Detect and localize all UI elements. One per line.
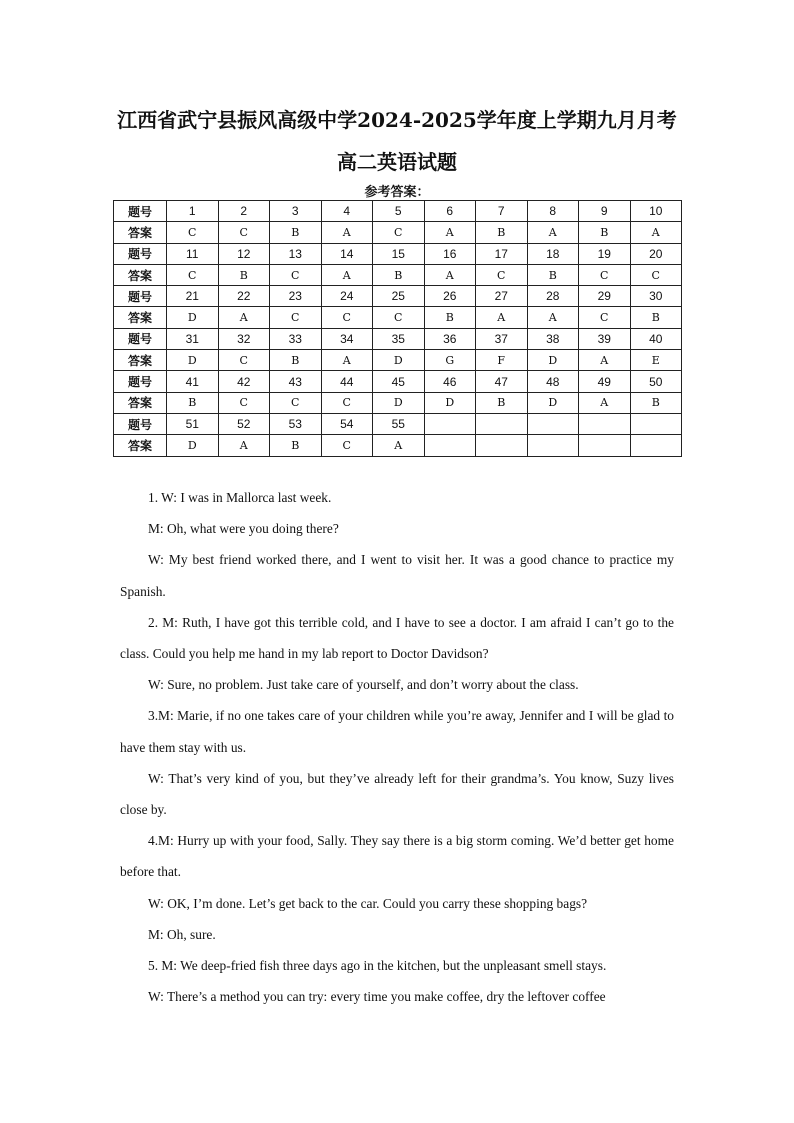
question-number-cell: 35: [373, 328, 425, 349]
answer-cell: A: [218, 307, 270, 328]
question-number-cell: 25: [373, 286, 425, 307]
answer-cell: C: [373, 222, 425, 243]
question-number-cell: 3: [270, 201, 322, 222]
answer-cell: A: [579, 350, 631, 371]
question-number-cell: 51: [167, 413, 219, 434]
question-number-cell: 52: [218, 413, 270, 434]
row-label-answer: 答案: [114, 435, 167, 456]
answer-cell: C: [321, 435, 373, 456]
question-number-cell: 21: [167, 286, 219, 307]
answer-cell: A: [527, 307, 579, 328]
answer-cell: D: [373, 392, 425, 413]
question-number-cell: 49: [579, 371, 631, 392]
answer-cell: B: [270, 222, 322, 243]
transcript-line: 4.M: Hurry up with your food, Sally. They say there is a big storm coming. We’d better get home before that.: [120, 833, 674, 880]
transcript-line: W: OK, I’m done. Let’s get back to the car. Could you carry these shopping bags?: [148, 895, 588, 911]
answer-cell: C: [218, 222, 270, 243]
answer-cell: A: [321, 350, 373, 371]
answer-cell: C: [167, 264, 219, 285]
transcript-line: 2. M: Ruth, I have got this terrible cold, and I have to see a doctor. I am afraid I can’t go to the class. Could you help me hand in my lab report to Doctor Davidson?: [120, 614, 674, 662]
transcript-line: W: That’s very kind of you, but they’ve already left for their grandma’s. You know, Suzy lives close by.: [120, 770, 674, 818]
question-number-cell: 22: [218, 286, 270, 307]
question-number-cell: 4: [321, 201, 373, 222]
answer-cell: A: [579, 392, 631, 413]
question-number-cell: 50: [630, 371, 682, 392]
answer-cell: F: [476, 350, 528, 371]
answer-cell: C: [270, 392, 322, 413]
question-number-cell: 33: [270, 328, 322, 349]
question-number-cell: [630, 413, 682, 434]
row-label-answer: 答案: [114, 264, 167, 285]
question-number-cell: 14: [321, 243, 373, 264]
transcript-line: 5. M: We deep-fried fish three days ago in the kitchen, but the unpleasant smell stays.: [148, 958, 607, 974]
question-number-cell: 37: [476, 328, 528, 349]
question-number-cell: [527, 413, 579, 434]
answer-cell: B: [373, 264, 425, 285]
row-label-answer: 答案: [114, 307, 167, 328]
question-number-cell: 47: [476, 371, 528, 392]
page-subtitle: 高二英语试题: [337, 150, 457, 174]
answer-cell: B: [527, 264, 579, 285]
question-number-cell: 41: [167, 371, 219, 392]
question-number-cell: 54: [321, 413, 373, 434]
question-number-cell: 34: [321, 328, 373, 349]
listening-transcript: [120, 482, 674, 1012]
answer-cell: A: [630, 222, 682, 243]
row-label-number: 题号: [114, 371, 167, 392]
answer-row: [114, 307, 682, 328]
answer-cell: C: [218, 392, 270, 413]
answer-cell: A: [424, 264, 476, 285]
answer-cell: B: [270, 435, 322, 456]
answer-row: [114, 435, 682, 456]
answer-cell: B: [167, 392, 219, 413]
row-label-number: 题号: [114, 286, 167, 307]
question-number-cell: 44: [321, 371, 373, 392]
question-number-cell: 26: [424, 286, 476, 307]
answer-cell: A: [373, 435, 425, 456]
transcript-line: W: There’s a method you can try: every time you make coffee, dry the leftover coffee: [148, 989, 606, 1005]
answer-cell: [579, 435, 631, 456]
question-number-cell: 11: [167, 243, 219, 264]
answer-cell: B: [476, 222, 528, 243]
question-number-cell: 30: [630, 286, 682, 307]
question-number-cell: 19: [579, 243, 631, 264]
question-number-cell: 43: [270, 371, 322, 392]
row-label-number: 题号: [114, 413, 167, 434]
answer-cell: C: [579, 264, 631, 285]
question-number-cell: 46: [424, 371, 476, 392]
answer-cell: C: [167, 222, 219, 243]
answer-row: [114, 222, 682, 243]
answer-cell: A: [321, 222, 373, 243]
answer-cell: D: [167, 307, 219, 328]
question-number-cell: 29: [579, 286, 631, 307]
question-number-cell: 17: [476, 243, 528, 264]
answer-cell: E: [630, 350, 682, 371]
transcript-line: M: Oh, what were you doing there?: [148, 521, 339, 537]
answer-row: [114, 350, 682, 371]
answer-cell: C: [218, 350, 270, 371]
question-number-cell: 39: [579, 328, 631, 349]
answer-cell: B: [630, 307, 682, 328]
answer-cell: C: [476, 264, 528, 285]
answer-cell: C: [270, 307, 322, 328]
question-number-row: [114, 328, 682, 349]
question-number-cell: 53: [270, 413, 322, 434]
answer-cell: D: [527, 350, 579, 371]
transcript-line: W: Sure, no problem. Just take care of yourself, and don’t worry about the class.: [148, 677, 579, 693]
question-number-cell: 23: [270, 286, 322, 307]
question-number-cell: 10: [630, 201, 682, 222]
transcript-line: 3.M: Marie, if no one takes care of your children while you’re away, Jennifer and I will be glad to have them stay with us.: [120, 708, 674, 755]
transcript-line: W: My best friend worked there, and I went to visit her. It was a good chance to practice my Spanish.: [120, 552, 674, 599]
page-title: 江西省武宁县振风高级中学2024-2025学年度上学期九月月考: [117, 108, 677, 132]
answer-cell: D: [527, 392, 579, 413]
answer-cell: C: [321, 307, 373, 328]
question-number-cell: [579, 413, 631, 434]
question-number-cell: 16: [424, 243, 476, 264]
question-number-cell: 18: [527, 243, 579, 264]
question-number-row: [114, 243, 682, 264]
answer-cell: D: [373, 350, 425, 371]
answer-cell: B: [218, 264, 270, 285]
answer-cell: A: [527, 222, 579, 243]
question-number-cell: 7: [476, 201, 528, 222]
question-number-cell: 45: [373, 371, 425, 392]
answer-cell: D: [424, 392, 476, 413]
answer-cell: C: [630, 264, 682, 285]
question-number-cell: 42: [218, 371, 270, 392]
row-label-answer: 答案: [114, 392, 167, 413]
question-number-cell: 48: [527, 371, 579, 392]
question-number-cell: 55: [373, 413, 425, 434]
question-number-cell: 40: [630, 328, 682, 349]
question-number-cell: 36: [424, 328, 476, 349]
question-number-cell: [424, 413, 476, 434]
question-number-row: [114, 371, 682, 392]
answer-row: [114, 392, 682, 413]
row-label-answer: 答案: [114, 222, 167, 243]
question-number-row: [114, 413, 682, 434]
question-number-cell: 32: [218, 328, 270, 349]
row-label-number: 题号: [114, 201, 167, 222]
transcript-line: M: Oh, sure.: [148, 926, 216, 942]
row-label-number: 题号: [114, 328, 167, 349]
answer-cell: A: [424, 222, 476, 243]
row-label-number: 题号: [114, 243, 167, 264]
answer-cell: [424, 435, 476, 456]
question-number-cell: 31: [167, 328, 219, 349]
answer-table: [113, 200, 682, 457]
answer-cell: A: [476, 307, 528, 328]
question-number-cell: 6: [424, 201, 476, 222]
question-number-cell: [476, 413, 528, 434]
row-label-answer: 答案: [114, 350, 167, 371]
question-number-row: [114, 286, 682, 307]
question-number-cell: 20: [630, 243, 682, 264]
answer-cell: D: [167, 435, 219, 456]
transcript-line: 1. W: I was in Mallorca last week.: [148, 490, 332, 505]
question-number-cell: 13: [270, 243, 322, 264]
answer-key-label: 参考答案：: [364, 185, 430, 200]
question-number-cell: 38: [527, 328, 579, 349]
answer-cell: B: [424, 307, 476, 328]
answer-cell: [630, 435, 682, 456]
question-number-cell: 9: [579, 201, 631, 222]
question-number-cell: 12: [218, 243, 270, 264]
answer-cell: A: [321, 264, 373, 285]
question-number-cell: 2: [218, 201, 270, 222]
question-number-cell: 28: [527, 286, 579, 307]
answer-cell: C: [373, 307, 425, 328]
question-number-row: [114, 201, 682, 222]
answer-cell: G: [424, 350, 476, 371]
answer-cell: B: [476, 392, 528, 413]
question-number-cell: 5: [373, 201, 425, 222]
question-number-cell: 15: [373, 243, 425, 264]
question-number-cell: 27: [476, 286, 528, 307]
answer-cell: A: [218, 435, 270, 456]
answer-cell: B: [630, 392, 682, 413]
answer-cell: C: [270, 264, 322, 285]
answer-cell: [476, 435, 528, 456]
answer-row: [114, 264, 682, 285]
question-number-cell: 1: [167, 201, 219, 222]
question-number-cell: 24: [321, 286, 373, 307]
answer-cell: [527, 435, 579, 456]
question-number-cell: 8: [527, 201, 579, 222]
answer-cell: B: [270, 350, 322, 371]
answer-cell: C: [321, 392, 373, 413]
answer-cell: C: [579, 307, 631, 328]
answer-cell: D: [167, 350, 219, 371]
answer-cell: B: [579, 222, 631, 243]
